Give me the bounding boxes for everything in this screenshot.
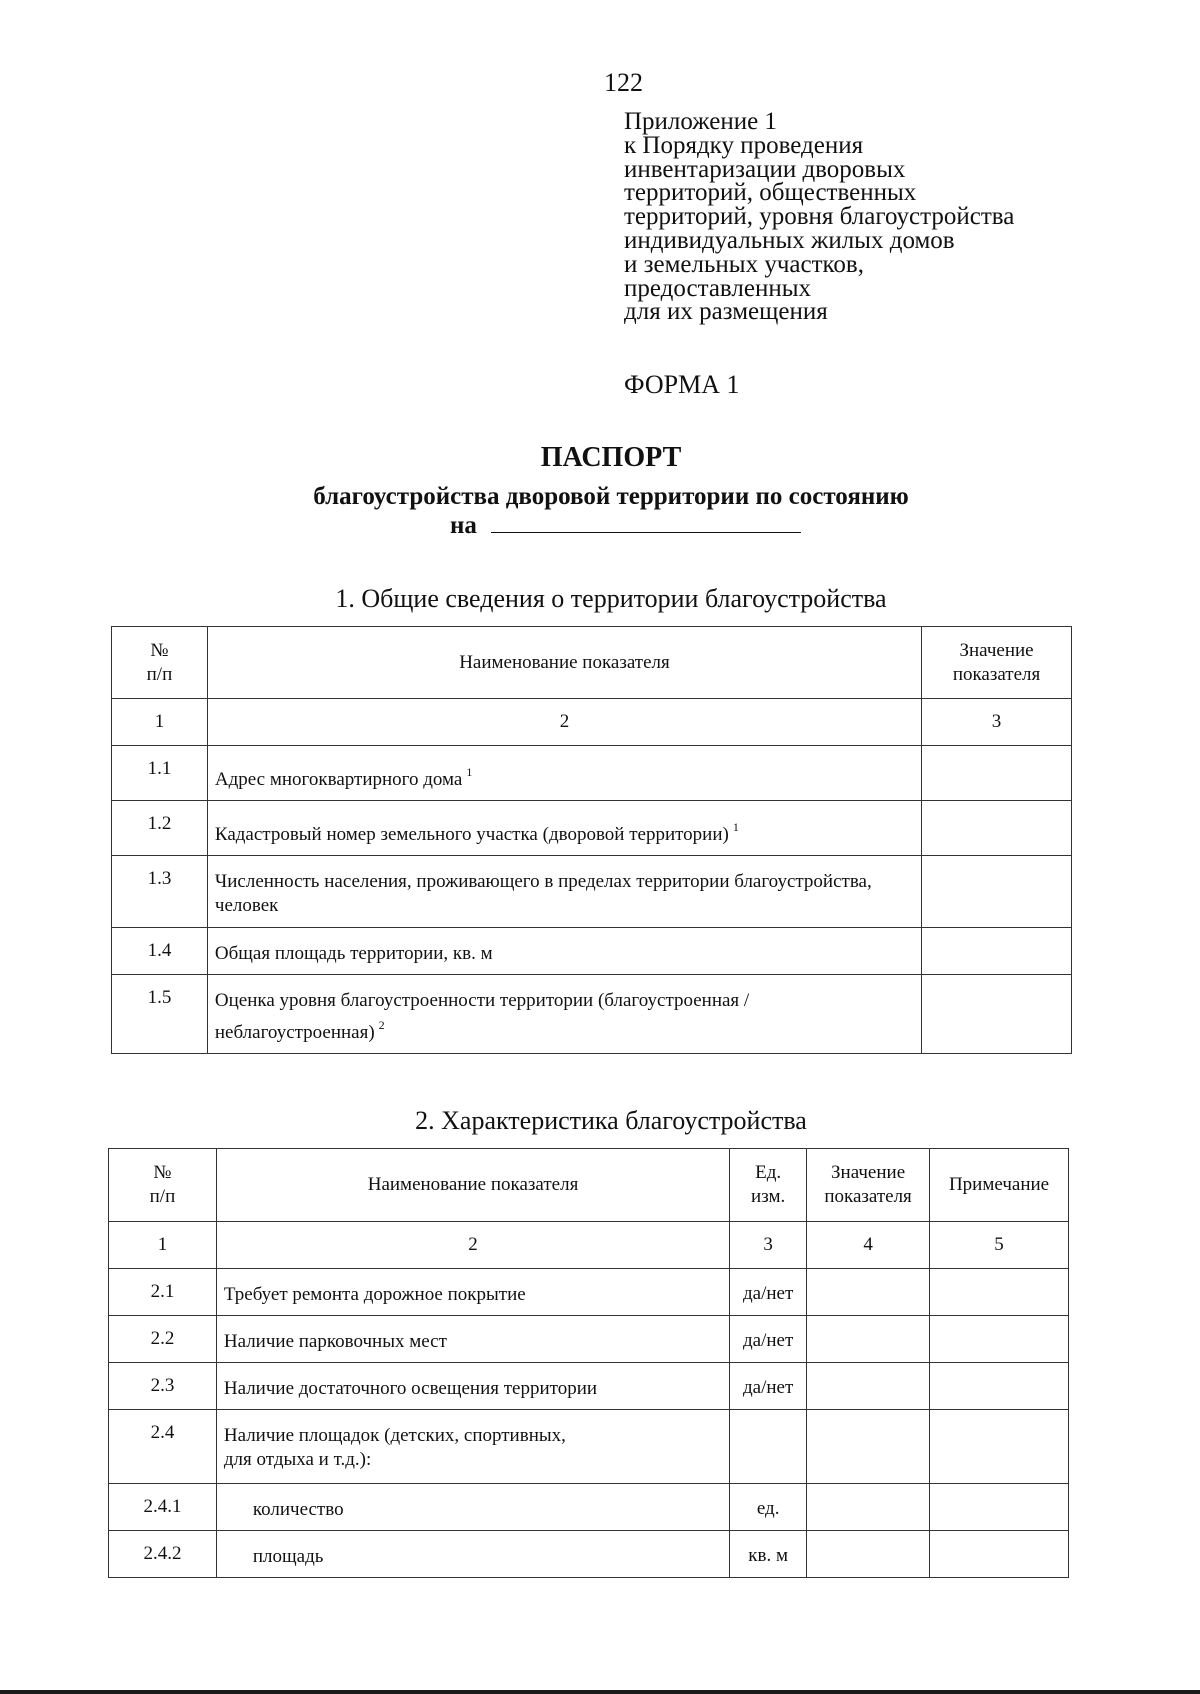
indicator-text: Кадастровый номер земельного участка (дворовой территории) bbox=[214, 824, 729, 845]
unit-cell bbox=[730, 1410, 807, 1484]
row-number: 1.4 bbox=[112, 928, 208, 975]
column-number: 1 bbox=[109, 1222, 217, 1269]
value-cell[interactable] bbox=[922, 746, 1072, 801]
indicator-name: площадь bbox=[216, 1531, 729, 1578]
note-cell[interactable] bbox=[930, 1531, 1069, 1578]
value-cell[interactable] bbox=[807, 1484, 930, 1531]
value-cell[interactable] bbox=[807, 1410, 930, 1484]
indicator-name: количество bbox=[216, 1484, 729, 1531]
note-cell[interactable] bbox=[930, 1410, 1069, 1484]
table-row bbox=[109, 1363, 1069, 1410]
column-number: 3 bbox=[922, 699, 1072, 746]
section1-title: 1. Общие сведения о территории благоустройства bbox=[335, 584, 887, 613]
column-number: 5 bbox=[930, 1222, 1069, 1269]
annex-line: Приложение 1 bbox=[624, 108, 777, 135]
indicator-name bbox=[207, 975, 921, 1054]
indicator-name: Требует ремонта дорожное покрытие bbox=[216, 1269, 729, 1316]
indicator-name bbox=[207, 856, 921, 928]
value-cell[interactable] bbox=[807, 1316, 930, 1363]
value-cell[interactable] bbox=[922, 975, 1072, 1054]
header-cell: Наименование показателя bbox=[207, 627, 921, 699]
document-subtitle: благоустройства дворовой территории по состоянию bbox=[313, 483, 909, 510]
scan-edge bbox=[0, 1690, 1200, 1694]
unit-cell: ед. bbox=[730, 1484, 807, 1531]
annex-line: территорий, уровня благоустройства bbox=[624, 203, 1015, 231]
note-cell[interactable] bbox=[930, 1316, 1069, 1363]
value-cell[interactable] bbox=[807, 1363, 930, 1410]
column-number: 2 bbox=[216, 1222, 729, 1269]
table-row bbox=[112, 928, 1072, 975]
unit-cell: да/нет bbox=[730, 1269, 807, 1316]
annex-line: предоставленных bbox=[624, 274, 812, 302]
header-cell: Примечание bbox=[930, 1149, 1069, 1222]
indicator-name bbox=[207, 746, 921, 801]
header-cell: № п/п bbox=[109, 1149, 217, 1222]
indicator-text: Адрес многоквартирного дома bbox=[214, 769, 463, 790]
annex-line: территорий, общественных bbox=[624, 179, 917, 207]
table-row bbox=[112, 801, 1072, 856]
row-number: 1.1 bbox=[112, 746, 208, 801]
column-number: 2 bbox=[207, 699, 921, 746]
row-number: 1.5 bbox=[112, 975, 208, 1054]
annex-line: и земельных участков, bbox=[624, 250, 864, 278]
row-number: 1.2 bbox=[112, 801, 208, 856]
indicator-text: Численность населения, проживающего в пределах территории благоустройства, человек bbox=[214, 871, 872, 916]
column-number-row bbox=[109, 1222, 1069, 1269]
header-cell: Значение показателя bbox=[922, 627, 1072, 699]
annex-line: инвентаризации дворовых bbox=[624, 155, 906, 183]
footnote-mark: 1 bbox=[466, 765, 473, 779]
column-number: 1 bbox=[112, 699, 208, 746]
header-cell: Наименование показателя bbox=[216, 1149, 729, 1222]
note-cell[interactable] bbox=[930, 1269, 1069, 1316]
table-header-row bbox=[112, 627, 1072, 699]
general-info-table bbox=[111, 626, 1072, 1054]
annex-line: индивидуальных жилых домов bbox=[624, 226, 955, 254]
header-cell: № п/п bbox=[112, 627, 208, 699]
note-cell[interactable] bbox=[930, 1484, 1069, 1531]
value-cell[interactable] bbox=[807, 1269, 930, 1316]
header-cell: Ед. изм. bbox=[730, 1149, 807, 1222]
table-header-row bbox=[109, 1149, 1069, 1222]
characteristics-table bbox=[108, 1148, 1069, 1578]
date-blank-field[interactable] bbox=[491, 510, 801, 533]
section2-title: 2. Характеристика благоустройства bbox=[415, 1106, 807, 1135]
table-row bbox=[109, 1410, 1069, 1484]
table-row bbox=[109, 1269, 1069, 1316]
indicator-name bbox=[207, 801, 921, 856]
indicator-name: Наличие достаточного освещения территории bbox=[216, 1363, 729, 1410]
row-number: 2.4 bbox=[109, 1410, 217, 1484]
note-cell[interactable] bbox=[930, 1363, 1069, 1410]
value-cell[interactable] bbox=[807, 1531, 930, 1578]
document-title: ПАСПОРТ bbox=[540, 442, 682, 473]
annex-reference bbox=[624, 110, 1014, 324]
table-row bbox=[112, 975, 1072, 1054]
column-number-row bbox=[112, 699, 1072, 746]
column-number: 4 bbox=[807, 1222, 930, 1269]
value-cell[interactable] bbox=[922, 801, 1072, 856]
date-line bbox=[450, 510, 801, 540]
indicator-name bbox=[207, 928, 921, 975]
indicator-text: Оценка уровня благоустроенности территории (благоустроенная / неблагоустроенная) bbox=[214, 990, 750, 1043]
page-number: 122 bbox=[604, 68, 643, 97]
annex-line: к Порядку проведения bbox=[624, 131, 864, 159]
row-number: 2.3 bbox=[109, 1363, 217, 1410]
value-cell[interactable] bbox=[922, 928, 1072, 975]
header-cell: Значение показателя bbox=[807, 1149, 930, 1222]
unit-cell: да/нет bbox=[730, 1363, 807, 1410]
indicator-name: Наличие парковочных мест bbox=[216, 1316, 729, 1363]
unit-cell: да/нет bbox=[730, 1316, 807, 1363]
form-label: ФОРМА 1 bbox=[624, 370, 740, 399]
table-row bbox=[112, 746, 1072, 801]
indicator-name: Наличие площадок (детских, спортивных, для отдыха и т.д.): bbox=[216, 1410, 729, 1484]
value-cell[interactable] bbox=[922, 856, 1072, 928]
row-number: 2.4.2 bbox=[109, 1531, 217, 1578]
row-number: 1.3 bbox=[112, 856, 208, 928]
table-row bbox=[112, 856, 1072, 928]
row-number: 2.2 bbox=[109, 1316, 217, 1363]
table-row bbox=[109, 1531, 1069, 1578]
annex-line: для их размещения bbox=[624, 298, 828, 326]
footnote-mark: 1 bbox=[732, 820, 739, 834]
column-number: 3 bbox=[730, 1222, 807, 1269]
unit-cell: кв. м bbox=[730, 1531, 807, 1578]
row-number: 2.4.1 bbox=[109, 1484, 217, 1531]
row-number: 2.1 bbox=[109, 1269, 217, 1316]
indicator-text: Общая площадь территории, кв. м bbox=[214, 943, 493, 964]
table-row bbox=[109, 1316, 1069, 1363]
table-row bbox=[109, 1484, 1069, 1531]
date-prefix: на bbox=[450, 512, 477, 539]
footnote-mark: 2 bbox=[378, 1018, 385, 1032]
